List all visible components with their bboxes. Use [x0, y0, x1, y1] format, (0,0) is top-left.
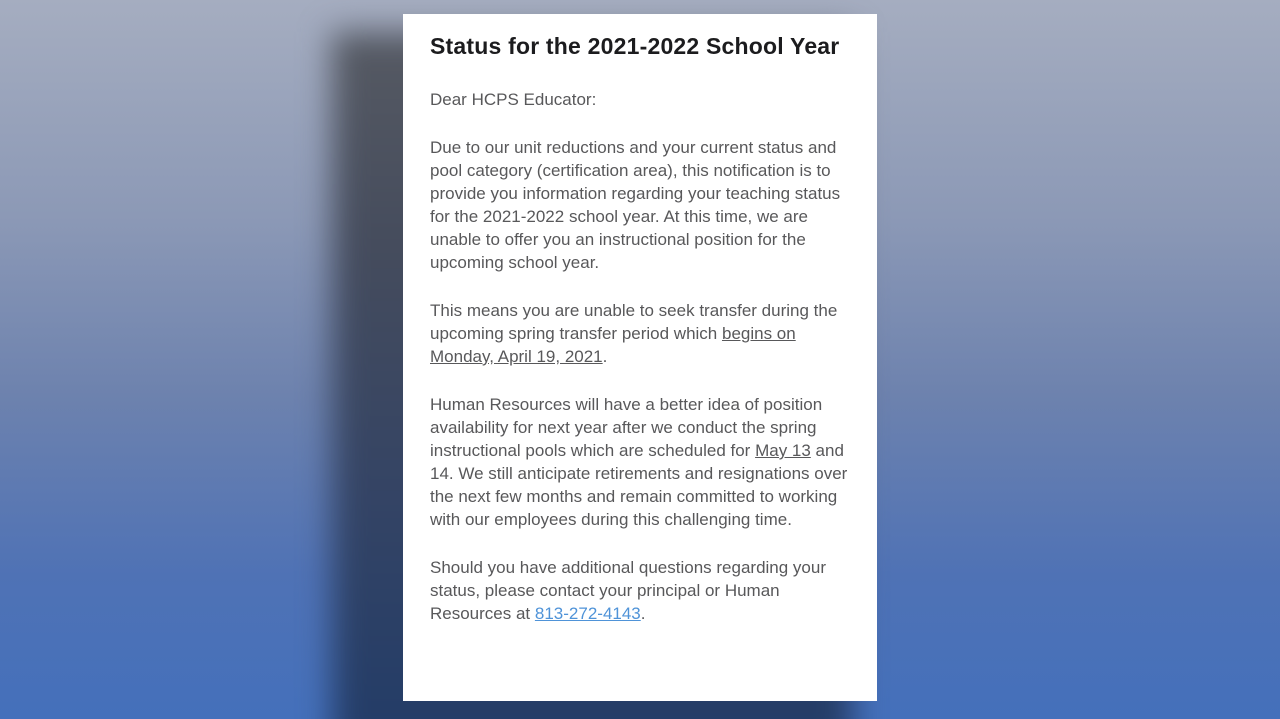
phone-link[interactable]: 813-272-4143: [534, 604, 641, 623]
letter-title: Status for the 2021-2022 School Year: [430, 33, 840, 59]
letter-paragraph: [430, 556, 851, 625]
text-segment: Should you have additional questions regarding your status, please contact your principal or Human Resources at: [430, 558, 826, 623]
text-segment: .: [602, 347, 608, 366]
underlined-text: May 13: [755, 441, 811, 460]
text-segment: Due to our unit reductions and your current status and pool category (certification area), this notification is to provide you information regarding your teaching status for the 2021-2022 school year. At this time, we are unable to offer you an instructional position for the upcoming school year.: [430, 138, 841, 272]
letter-salutation: Dear HCPS Educator:: [430, 90, 597, 109]
letter-paragraph: [430, 299, 851, 368]
letter-paragraph: [430, 393, 851, 531]
text-segment: Human Resources will have a better idea of position availability for next year after we conduct the spring instructional pools which are scheduled for: [430, 395, 823, 460]
letter-paragraph: [430, 136, 851, 274]
letter-body: [430, 136, 851, 625]
text-segment: .: [640, 604, 646, 623]
letter-card: [403, 14, 877, 701]
text-segment: and 14. We still anticipate retirements and resignations over the next few months and remain committed to working with our employees during this challenging time.: [430, 441, 848, 529]
text-segment: This means you are unable to seek transfer during the upcoming spring transfer period which: [430, 301, 838, 343]
underlined-text: begins on Monday, April 19, 2021: [430, 324, 796, 366]
